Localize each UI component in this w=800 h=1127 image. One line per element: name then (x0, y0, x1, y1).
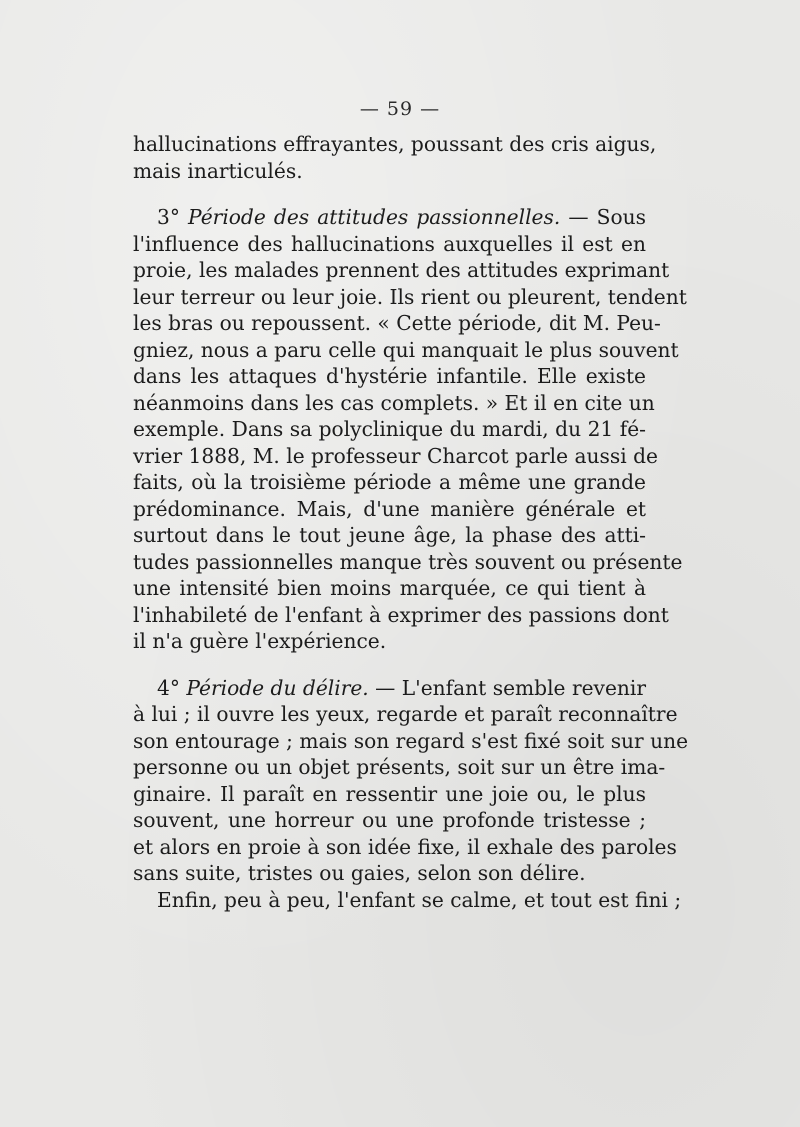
section-title: Période du délire. (186, 675, 369, 700)
section-heading-rest: — Sous (560, 205, 646, 229)
text-line: et alors en proie à son idée fixe, il exhale des paroles (133, 834, 677, 859)
text-line: ginaire. Il paraît en ressentir une joie ou, le plus (133, 781, 646, 806)
section-title: Période des attitudes passionnelles. (188, 205, 561, 229)
text-line: les bras ou repoussent. « Cette période, dit M. Peu- (133, 311, 661, 335)
section-heading-line (133, 675, 646, 702)
text-line: mais inarticulés. (133, 158, 303, 183)
page-number: — 59 — (359, 98, 441, 120)
text-line: il n'a guère l'expérience. (133, 629, 387, 653)
text-line: sans suite, tristes ou gaies, selon son délire. (133, 861, 586, 885)
text-line: hallucinations effrayantes, poussant des cris aigus, (133, 132, 657, 156)
paragraph (133, 204, 687, 655)
body-text (133, 131, 689, 913)
text-line: surtout dans le tout jeune âge, la phase des atti- (133, 523, 646, 547)
text-line: exemple. Dans sa polyclinique du mardi, du 21 fé- (133, 417, 646, 441)
section-number: 3° (157, 205, 189, 229)
text-line: à lui ; il ouvre les yeux, regarde et paraît reconnaître (133, 702, 678, 726)
text-line: proie, les malades prennent des attitudes exprimant (133, 258, 670, 282)
text-line: personne ou un objet présents, soit sur un être ima- (133, 755, 666, 779)
section-heading-rest: — L'enfant semble revenir (368, 675, 646, 700)
text-line: Enfin, peu à peu, l'enfant se calme, et tout est fini ; (157, 887, 682, 912)
text-line: leur terreur ou leur joie. Ils rient ou pleurent, tendent (133, 284, 687, 309)
text-line: l'influence des hallucinations auxquelles il est en (133, 231, 646, 256)
section-heading-line (133, 204, 646, 231)
text-line: son entourage ; mais son regard s'est fixé soit sur une (133, 728, 689, 753)
text-line: dans les attaques d'hystérie infantile. Elle existe (133, 364, 646, 388)
paragraph (133, 131, 657, 184)
text-line: l'inhabileté de l'enfant à exprimer des passions dont (133, 602, 669, 627)
text-line: une intensité bien moins marquée, ce qui tient à (133, 576, 646, 600)
paragraph (133, 675, 689, 914)
text-line: faits, où la troisième période a même une grande (133, 470, 646, 494)
text-line: tudes passionnelles manque très souvent ou présente (133, 549, 683, 574)
text-line: vrier 1888, M. le professeur Charcot parle aussi de (133, 443, 658, 468)
text-line: néanmoins dans les cas complets. » Et il en cite un (133, 390, 655, 415)
text-line: gniez, nous a paru celle qui manquait le plus souvent (133, 337, 679, 362)
text-line: prédominance. Mais, d'une manière générale et (133, 496, 646, 521)
section-number: 4° (157, 675, 187, 700)
text-line: souvent, une horreur ou une profonde tristesse ; (133, 808, 646, 832)
